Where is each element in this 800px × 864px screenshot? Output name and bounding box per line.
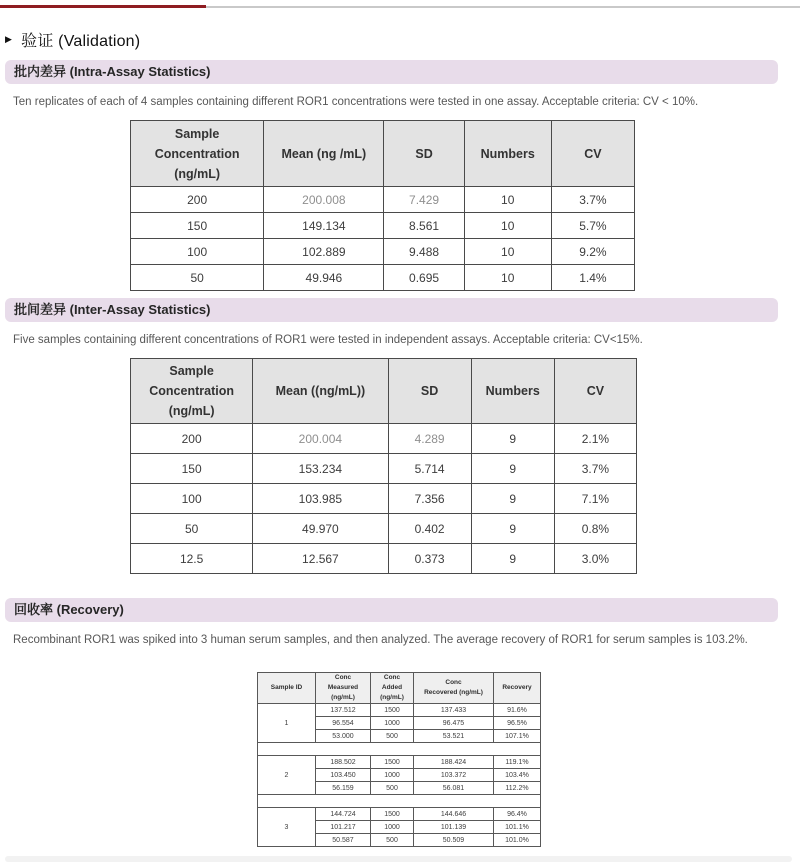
table-cell: 1.4% [551,265,634,291]
triangle-bullet-icon: ▶ [5,34,13,44]
table-row [131,213,635,239]
next-section-edge [5,856,792,862]
column-header: CV [554,359,636,424]
table-cell: 50.587 [316,834,371,847]
table-cell: 200 [131,424,253,454]
separator-cell [258,795,541,808]
table-row [131,265,635,291]
table-cell: 153.234 [253,454,388,484]
table-row [131,514,637,544]
table-cell: 9 [471,484,554,514]
table-cell: 9.2% [551,239,634,265]
table-cell: 53.521 [414,730,494,743]
table-cell: 188.502 [316,756,371,769]
table-cell: 9 [471,514,554,544]
column-header: Sample Concentration (ng/mL) [131,359,253,424]
table-cell: 56.081 [414,782,494,795]
table-cell: 1500 [371,756,414,769]
recovery-table [257,672,541,847]
table-cell: 188.424 [414,756,494,769]
table-row [131,239,635,265]
table-cell: 1500 [371,704,414,717]
table-cell: 10 [464,187,551,213]
column-header-line: Added (ng/mL) [380,684,404,701]
table-cell: 1000 [371,821,414,834]
table-cell: 102.889 [264,239,384,265]
table-cell: 101.139 [414,821,494,834]
sample-id-cell: 3 [258,808,316,847]
table-cell: 5.714 [388,454,471,484]
column-header: Sample Concentration (ng/mL) [131,121,264,187]
table-cell: 1000 [371,717,414,730]
table-cell: 7.1% [554,484,636,514]
table-cell: 103.985 [253,484,388,514]
table-cell: 3.0% [554,544,636,574]
table-cell: 12.5 [131,544,253,574]
table-cell: 150 [131,213,264,239]
table-cell: 107.1% [494,730,541,743]
table-row [258,756,541,769]
table-cell: 2.1% [554,424,636,454]
section-heading-inter-assay: 批间差异 (Inter-Assay Statistics) [5,298,778,322]
sample-id-cell: 1 [258,704,316,743]
table-cell: 7.356 [388,484,471,514]
table-cell: 100 [131,484,253,514]
table-cell: 9 [471,454,554,484]
table-cell: 1000 [371,769,414,782]
column-header-line: Conc [334,674,352,681]
table-cell: 4.289 [388,424,471,454]
intra-assay-table [130,120,635,291]
sample-id-cell: 2 [258,756,316,795]
column-header-line: Recovered (ng/mL) [424,689,483,696]
table-cell: 144.724 [316,808,371,821]
column-header [414,673,494,704]
column-header-line: Sample ID [270,684,303,691]
table-cell: 53.000 [316,730,371,743]
table-cell: 96.4% [494,808,541,821]
table-cell: 12.567 [253,544,388,574]
column-header [371,673,414,704]
table-cell: 49.946 [264,265,384,291]
table-cell: 96.5% [494,717,541,730]
table-row [131,544,637,574]
table-cell: 112.2% [494,782,541,795]
page-title-text: 验证 (Validation) [21,33,141,50]
top-accent-rule [0,5,206,8]
table-cell: 10 [464,239,551,265]
column-header: Numbers [471,359,554,424]
table-cell: 0.8% [554,514,636,544]
table-cell: 103.4% [494,769,541,782]
column-header: SD [388,359,471,424]
table-cell: 137.512 [316,704,371,717]
table-cell: 49.970 [253,514,388,544]
table-cell: 500 [371,834,414,847]
table-cell: 5.7% [551,213,634,239]
column-header: SD [384,121,464,187]
column-header: Numbers [464,121,551,187]
table-row [131,454,637,484]
section-heading-recovery: 回收率 (Recovery) [5,598,778,622]
table-cell: 91.6% [494,704,541,717]
column-header: Mean ((ng/mL)) [253,359,388,424]
column-header-line: Conc [445,679,462,686]
table-cell: 200 [131,187,264,213]
separator-row [258,795,541,808]
table-cell: 101.0% [494,834,541,847]
table-cell: 101.217 [316,821,371,834]
table-row [258,704,541,717]
table-cell: 7.429 [384,187,464,213]
table-row [131,484,637,514]
table-cell: 101.1% [494,821,541,834]
table-cell: 50.509 [414,834,494,847]
intra-assay-description: Ten replicates of each of 4 samples containing different ROR1 concentrations were tested in one assay. Acceptable criteria: CV < 10%. [13,96,699,108]
inter-assay-description: Five samples containing different concentrations of ROR1 were tested in independent assays. Acceptable criteria: CV<15%. [13,334,643,346]
column-header: Mean (ng /mL) [264,121,384,187]
table-cell: 500 [371,730,414,743]
table-cell: 137.433 [414,704,494,717]
table-row [131,187,635,213]
table-cell: 50 [131,514,253,544]
separator-row [258,743,541,756]
table-cell: 9 [471,424,554,454]
column-header: CV [551,121,634,187]
table-cell: 149.134 [264,213,384,239]
table-cell: 56.159 [316,782,371,795]
table-cell: 50 [131,265,264,291]
column-header [258,673,316,704]
table-cell: 96.554 [316,717,371,730]
table-cell: 103.372 [414,769,494,782]
table-cell: 9.488 [384,239,464,265]
table-cell: 144.646 [414,808,494,821]
column-header-line: Recovery [502,684,532,691]
table-cell: 119.1% [494,756,541,769]
table-cell: 9 [471,544,554,574]
table-cell: 0.695 [384,265,464,291]
inter-assay-table [130,358,637,574]
table-cell: 200.008 [264,187,384,213]
table-cell: 8.561 [384,213,464,239]
page-title [5,28,140,51]
table-cell: 10 [464,213,551,239]
separator-cell [258,743,541,756]
column-header-line: Conc [383,674,401,681]
table-cell: 3.7% [554,454,636,484]
table-cell: 0.373 [388,544,471,574]
table-row [131,424,637,454]
table-cell: 0.402 [388,514,471,544]
table-cell: 500 [371,782,414,795]
column-header [316,673,371,704]
table-cell: 150 [131,454,253,484]
table-cell: 96.475 [414,717,494,730]
table-row [258,808,541,821]
table-cell: 100 [131,239,264,265]
section-heading-intra-assay: 批内差异 (Intra-Assay Statistics) [5,60,778,84]
table-cell: 3.7% [551,187,634,213]
column-header-line: Measured (ng/mL) [327,684,359,701]
table-cell: 1500 [371,808,414,821]
table-cell: 200.004 [253,424,388,454]
column-header [494,673,541,704]
table-cell: 103.450 [316,769,371,782]
recovery-description: Recombinant ROR1 was spiked into 3 human serum samples, and then analyzed. The average recovery of ROR1 for serum samples is 103.2%. [13,634,748,646]
table-cell: 10 [464,265,551,291]
